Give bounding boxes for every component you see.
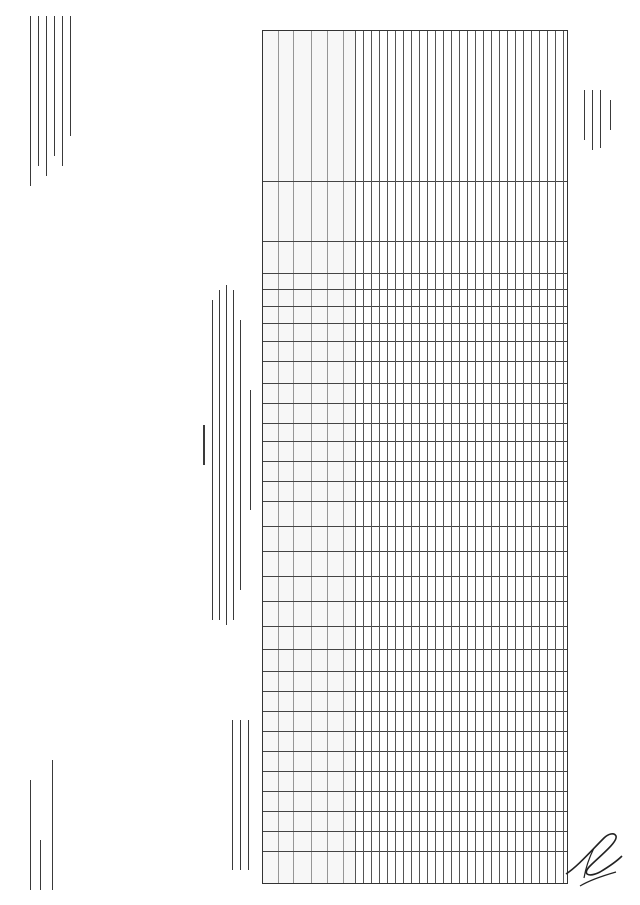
- handwritten-signature: [560, 826, 626, 900]
- data-table: [262, 30, 568, 884]
- table-header: [263, 31, 355, 883]
